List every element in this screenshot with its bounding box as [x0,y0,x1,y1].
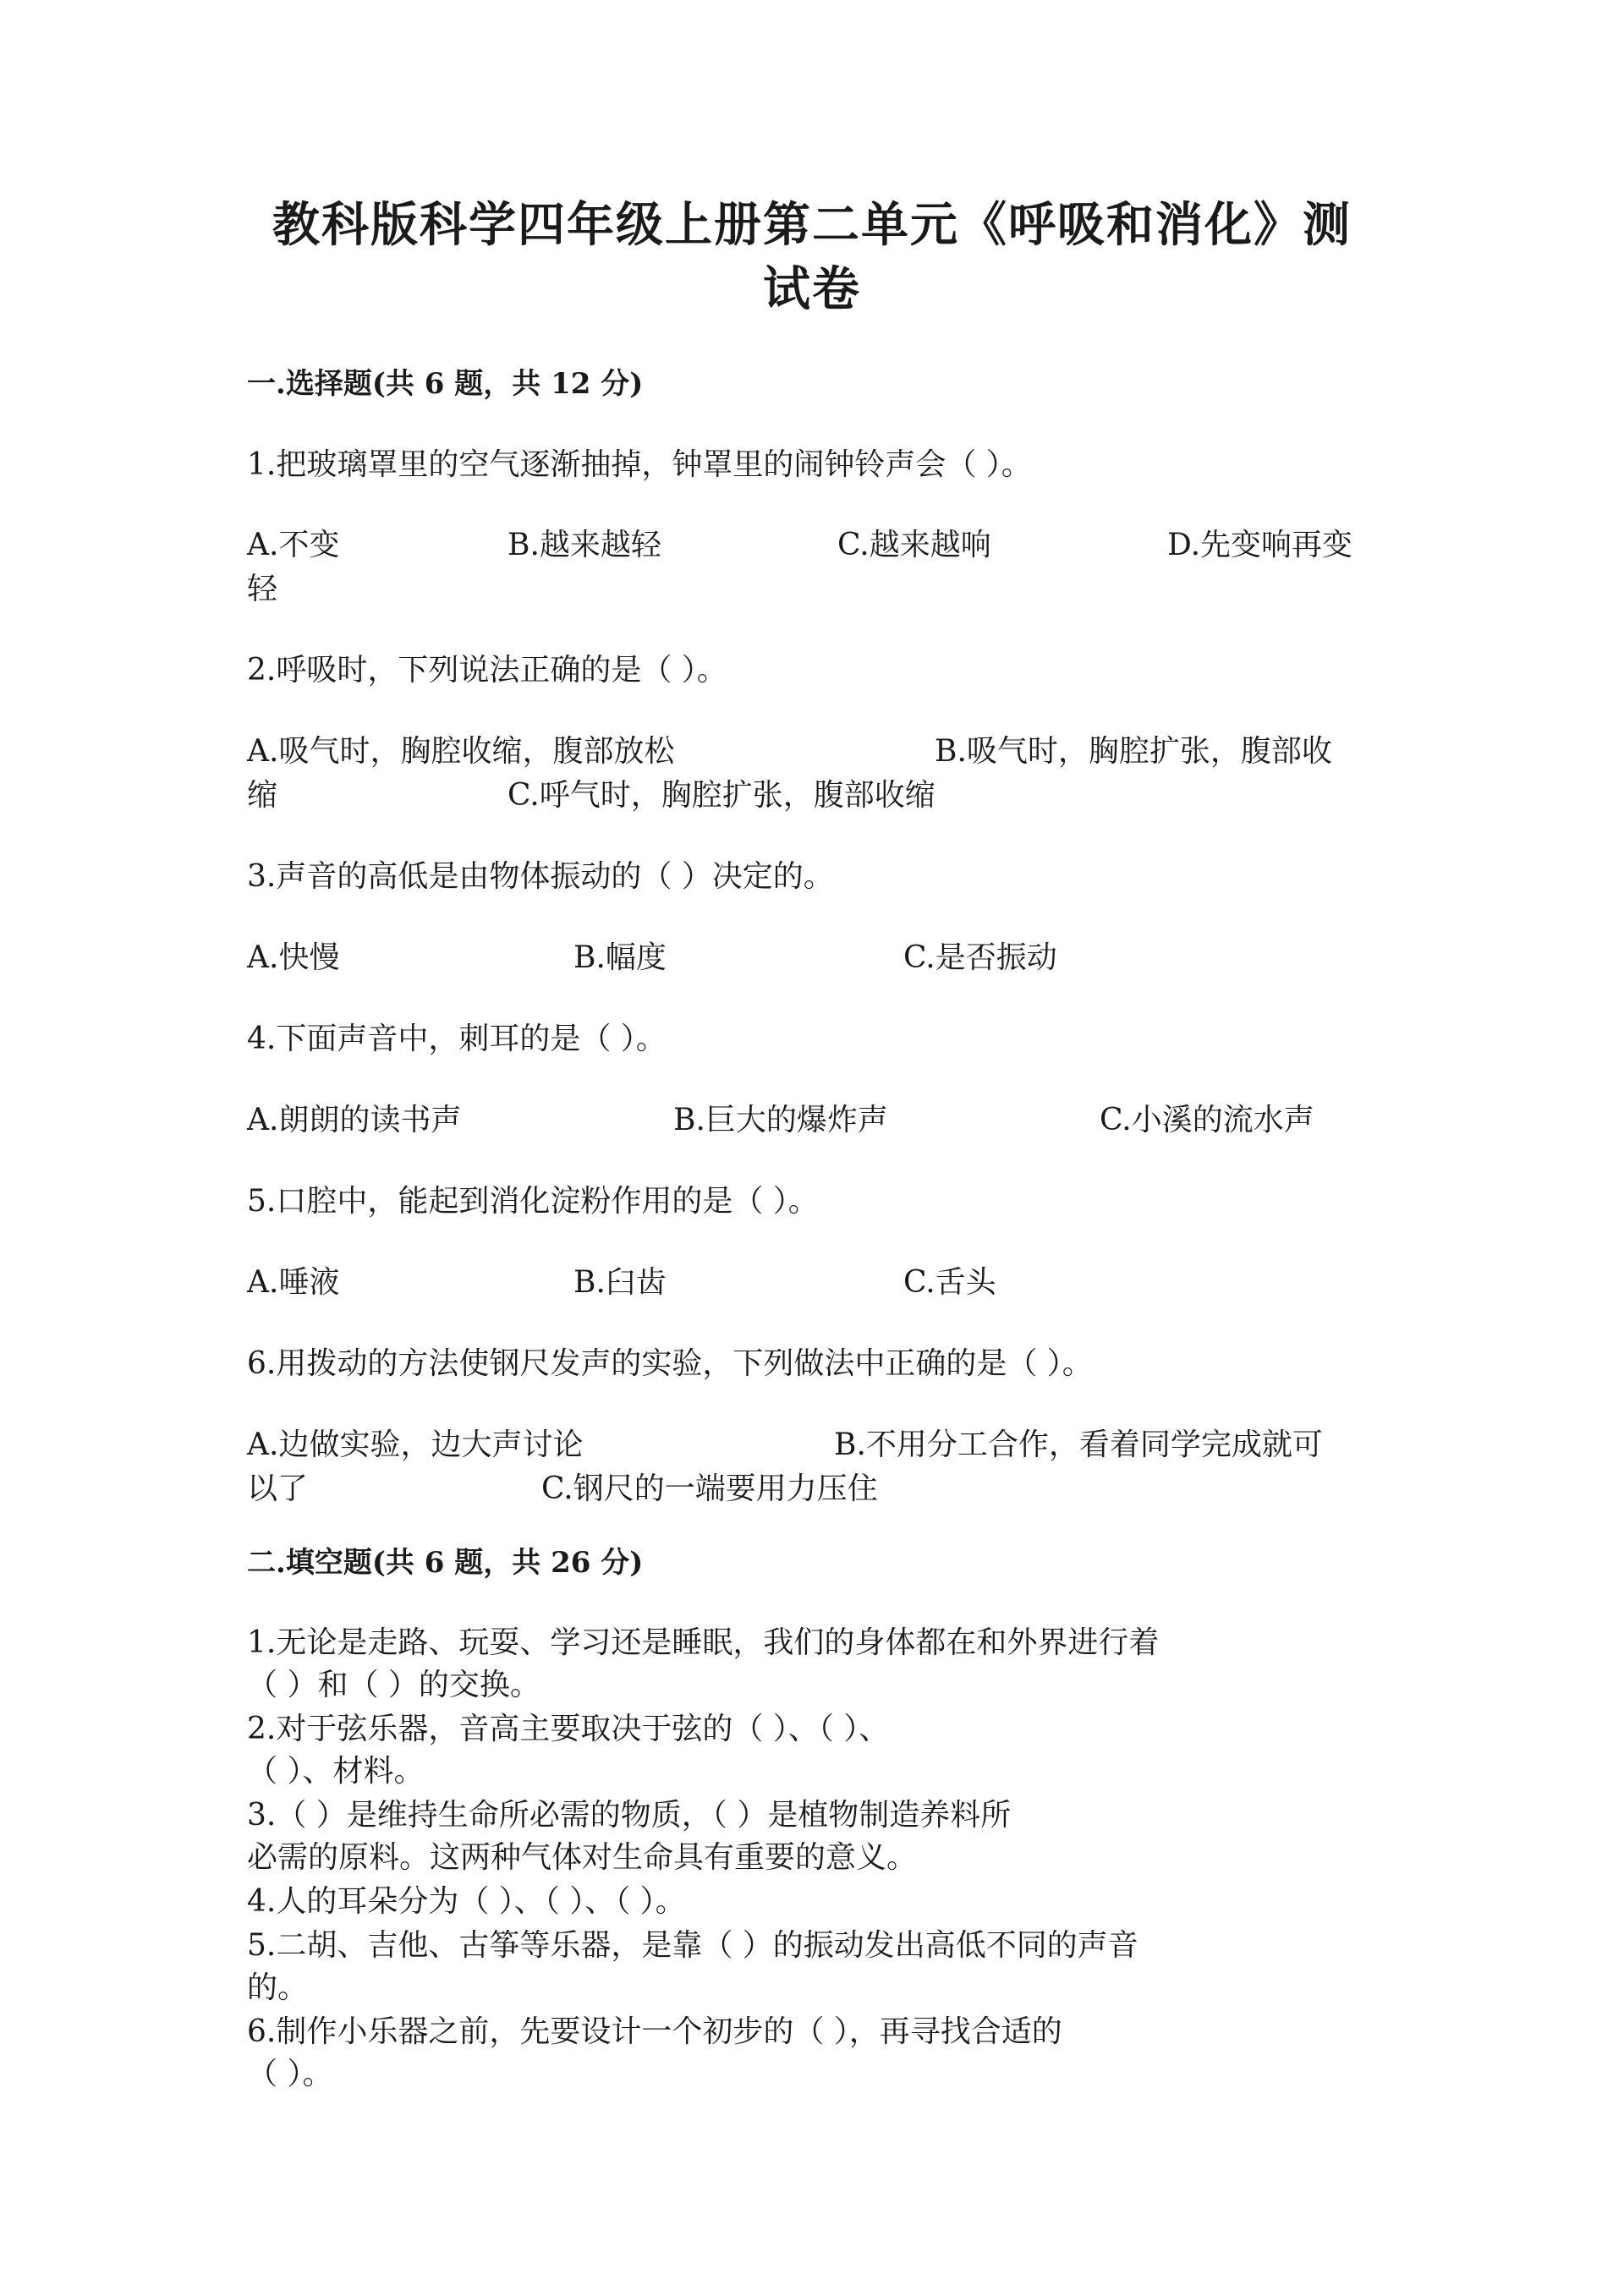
fill-line: 必需的原料。这两种气体对生命具有重要的意义。 [247,1840,918,1875]
question-1-option-d: D.先变响再变 [1167,528,1353,562]
question-1-option-c: C.越来越响 [837,528,991,562]
question-4-option-c: C.小溪的流水声 [1100,1103,1314,1137]
question-2-option-c: C.呼气时，胸腔扩张，腹部收缩 [508,778,935,813]
section-heading-choice: 一.选择题(共 6 题，共 12 分) [247,367,644,401]
page-title [247,193,1377,321]
question-2-option-b: B.吸气时，胸腔扩张，腹部收 [935,734,1332,769]
question-6-option-b-wrap: 以了 [247,1471,309,1506]
question-4-option-b: B.巨大的爆炸声 [673,1103,888,1137]
fill-line: （ ）和（ ）的交换。 [247,1668,540,1702]
question-3-option-c: C.是否振动 [903,940,1057,975]
title-line-2: 试卷 [763,261,861,317]
question-3-stem: 3.声音的高低是由物体振动的（ ）决定的。 [247,859,834,894]
question-1-option-b: B.越来越轻 [508,528,661,562]
question-4-stem: 4.下面声音中，刺耳的是（ ）。 [247,1022,667,1056]
question-6-option-b: B.不用分工合作，看着同学完成就可 [834,1427,1323,1462]
question-6-option-c: C.钢尺的一端要用力压住 [541,1471,878,1506]
fill-line: 2.对于弦乐器，音高主要取决于弦的（ ）、（ ）、 [247,1712,890,1746]
fill-line: 5.二胡、吉他、古筝等乐器，是靠（ ）的振动发出高低不同的声音 [247,1928,1138,1963]
question-5-stem: 5.口腔中，能起到消化淀粉作用的是（ ）。 [247,1184,819,1219]
question-5-option-c: C.舌头 [903,1265,996,1300]
question-2-option-b-wrap: 缩 [247,778,278,813]
title-line-1: 教科版科学四年级上册第二单元《呼吸和消化》测 [272,197,1352,253]
question-1-stem: 1.把玻璃罩里的空气逐渐抽掉，钟罩里的闹钟铃声会（ ）。 [247,447,1032,482]
fill-line: （ ）。 [247,2057,333,2091]
question-3-option-a: A.快慢 [247,940,340,975]
question-1-option-d-wrap: 轻 [247,572,278,606]
question-2-stem: 2.呼吸时，下列说法正确的是（ ）。 [247,653,727,688]
fill-line: 3.（ ）是维持生命所必需的物质，（ ）是植物制造养料所 [247,1798,1012,1833]
fill-line: 4.人的耳朵分为（ ）、（ ）、（ ）。 [247,1884,686,1919]
fill-line: 的。 [247,1970,309,2005]
fill-line: 6.制作小乐器之前，先要设计一个初步的（ ），再寻找合适的 [247,2014,1062,2049]
question-5-option-b: B.臼齿 [573,1265,667,1300]
question-6-stem: 6.用拨动的方法使钢尺发声的实验，下列做法中正确的是（ ）。 [247,1346,1093,1381]
question-3-option-b: B.幅度 [573,940,667,975]
question-5-option-a: A.唾液 [247,1265,340,1300]
question-4-option-a: A.朗朗的读书声 [247,1103,462,1137]
fill-line: （ ）、材料。 [247,1754,425,1789]
question-2-option-a: A.吸气时，胸腔收缩，腹部放松 [247,734,675,769]
section-heading-fill-blank: 二.填空题(共 6 题，共 26 分) [247,1546,644,1580]
fill-line: 1.无论是走路、玩耍、学习还是睡眠，我们的身体都在和外界进行着 [247,1625,1160,1660]
question-1-option-a: A.不变 [247,528,340,562]
question-6-option-a: A.边做实验，边大声讨论 [247,1427,584,1462]
